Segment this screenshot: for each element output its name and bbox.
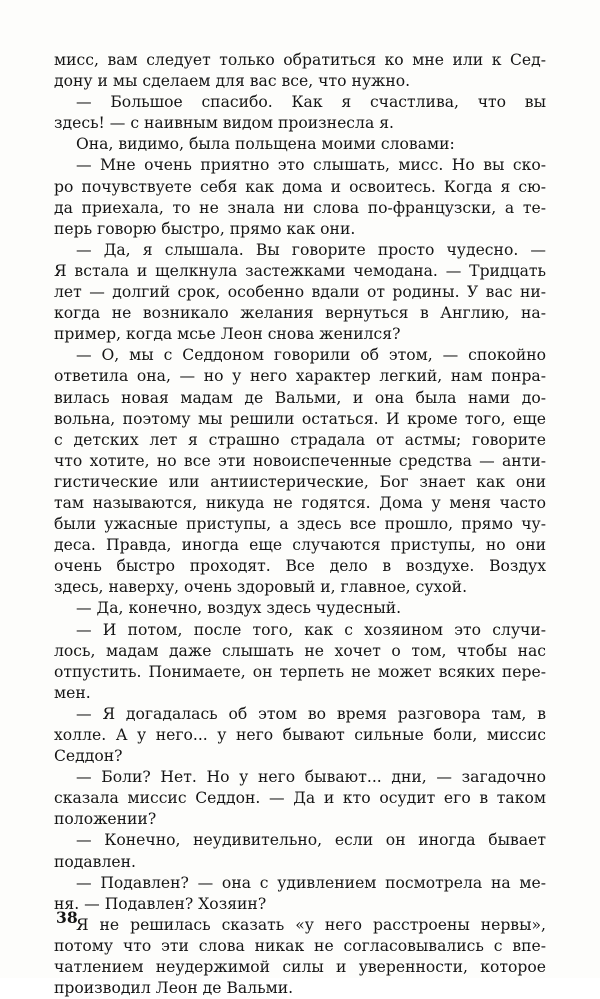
text-line: здесь, наверху, очень здоровый и, главное, сухой. <box>54 578 468 597</box>
text-line: мисс, вам следует только обратиться ко мне или к Сед- <box>54 51 546 69</box>
text-line: Я встала и щелкнула застежками чемодана. — Тридцать <box>54 261 546 280</box>
text-line: деса. Правда, иногда еще случаются приступы, но они <box>54 536 546 555</box>
text-line: — И потом, после того, как с хозяином это случи- <box>76 620 546 639</box>
text-line: Я не решилась сказать «у него расстроены нервы», <box>76 915 546 934</box>
text-line: там называются, никуда не годятся. Дома у меня часто <box>54 493 546 512</box>
text-line: Седдон? <box>54 747 123 766</box>
text-line: — Да, я слышала. Вы говорите просто чудесно. — <box>76 240 546 259</box>
text-line: сказала миссис Седдон. — Да и кто осудит его в таком <box>54 789 546 808</box>
text-line: подавлен. <box>54 852 136 871</box>
text-line: с детских лет я страшно страдала от астмы; говорите <box>54 430 546 449</box>
text-line: — Да, конечно, воздух здесь чудесный. <box>76 599 402 618</box>
text-line: отпустить. Понимаете, он терпеть не может всяких пере- <box>54 662 546 681</box>
text-line: Она, видимо, была польщена моими словами: <box>76 135 455 154</box>
page-number: 38 <box>56 908 78 927</box>
text-line: потому что эти слова никак не согласовывались с впе- <box>54 936 546 955</box>
page-body-text <box>54 50 546 999</box>
text-line: ня. — Подавлен? Хозяин? <box>54 894 267 913</box>
text-line: — О, мы с Седдоном говорили об этом, — спокойно <box>76 346 546 365</box>
text-line: — Я догадалась об этом во время разговора там, в <box>76 704 546 723</box>
text-line: чатлением неудержимой силы и уверенности, которое <box>54 958 546 977</box>
text-line: лет — долгий срок, особенно вдали от родины. У вас ни- <box>54 283 546 302</box>
text-line: — Боли? Нет. Но у него бывают... дни, — загадочно <box>76 768 546 787</box>
text-line: лось, мадам даже слышать не хочет о том, чтобы нас <box>54 641 546 660</box>
text-line: пример, когда мсье Леон снова женился? <box>54 325 401 344</box>
text-line: гистические или антиистерические, Бог знает как они <box>54 472 546 491</box>
text-line: вольна, поэтому мы решили остаться. И кроме того, еще <box>54 409 546 428</box>
text-line: вилась новая мадам де Вальми, и она была нами до- <box>54 388 546 407</box>
text-line: — Большое спасибо. Как я счастлива, что вы <box>76 93 546 112</box>
text-line: — Подавлен? — она с удивлением посмотрела на ме- <box>76 873 546 892</box>
text-line: были ужасные приступы, а здесь все прошло, прямо чу- <box>54 515 546 534</box>
text-line: мен. <box>54 683 91 702</box>
text-line: очень быстро проходят. Все дело в воздухе. Воздух <box>54 557 546 576</box>
text-line: холле. А у него... у него бывают сильные боли, миссис <box>54 726 546 744</box>
text-line: — Конечно, неудивительно, если он иногда бывает <box>76 831 546 850</box>
text-line: — Мне очень приятно это слышать, мисс. Но вы ско- <box>76 156 546 175</box>
text-line: да приехала, то не знала ни слова по-французски, а те- <box>54 198 546 217</box>
text-line: здесь! — с наивным видом произнесла я. <box>54 114 394 133</box>
text-line: что хотите, но все эти новоиспеченные средства — анти- <box>54 451 546 470</box>
text-line: перь говорю быстро, прямо как они. <box>54 219 356 238</box>
text-line: ро почувствуете себя как дома и освоитесь. Когда я сю- <box>54 177 546 196</box>
text-line: производил Леон де Вальми. <box>54 979 294 998</box>
text-line: ответила она, — но у него характер легкий, нам понра- <box>54 367 546 386</box>
text-line: дону и мы сделаем для вас все, что нужно. <box>54 72 411 91</box>
text-line: когда не возникало желания вернуться в Англию, на- <box>54 304 546 323</box>
text-line: положении? <box>54 810 157 829</box>
